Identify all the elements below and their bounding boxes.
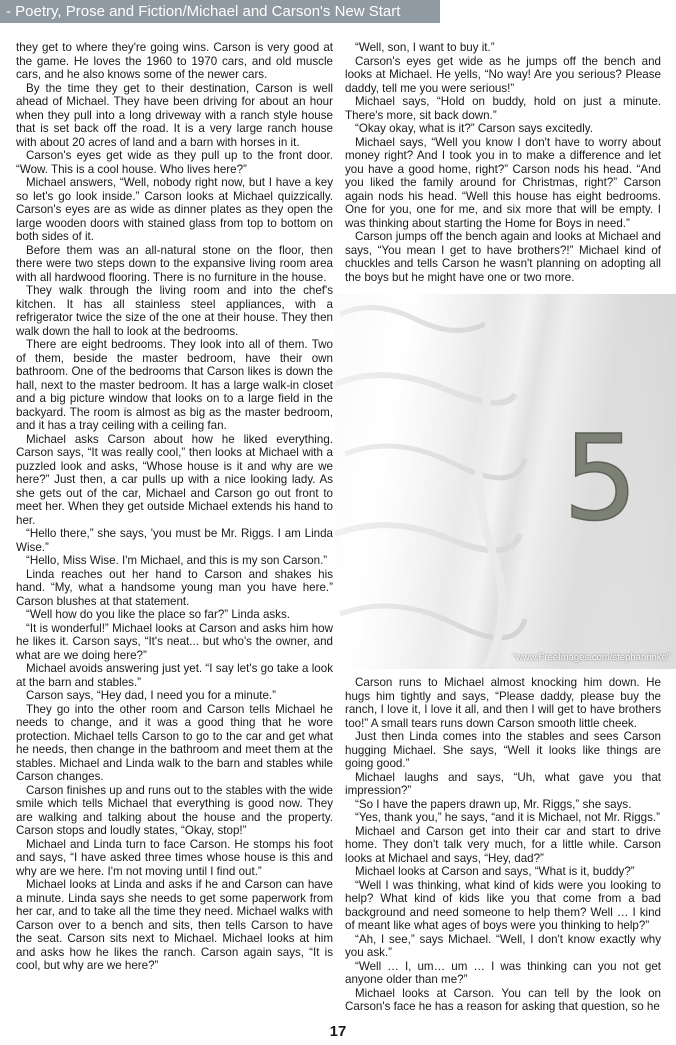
- paragraph: Just then Linda comes into the stables and sees Carson hugging Michael. She says, “Well it looks like things are going good.”: [345, 730, 661, 770]
- right-column-top: [345, 41, 661, 295]
- paragraph: Michael says, “Well you know I don't have to worry about money right? And I took you in to make a difference and let you have a good home, right?” Carson nods his head. “And you liked the family around for Christmas, right?” Carson again nods his head. “Well this house has eight bedrooms. One for you, one for me, and six more that will be empty. I was thinking about starting the Home for Boys in need.”: [345, 135, 661, 230]
- paragraph: Michael looks at Carson and says, “What is it, buddy?”: [355, 865, 635, 878]
- paragraph: they get to where they're going wins. Carson is very good at the game. He loves the 1960 to 1970 cars, and old muscle cars, and he also knows some of the newer cars.: [16, 41, 333, 81]
- house-number-five: 5: [563, 409, 639, 547]
- paragraph: Carson says, “Hey dad, I need you for a minute.”: [26, 689, 277, 702]
- paragraph: “Well I was thinking, what kind of kids were you looking to help? What kind of kids like you that come from a bad background and need someone to help them? Well … I kind of meant like what ages of boys were you thinking to help?”: [345, 878, 661, 932]
- paragraph: “So I have the papers drawn up, Mr. Riggs,” she says.: [355, 797, 632, 811]
- paragraph: Michael avoids answering just yet. “I say let's go take a look at the barn and stables.”: [16, 662, 333, 689]
- paragraph: Michael asks Carson about how he liked everything. Carson says, “It was really cool,” then looks at Michael with a puzzled look and asks, “Whose house is it and why are we here?” Just then, a car pulls up with a nice looking lady. As she gets out of the car, Michael and Carson go out front to meet her. When they get outside Michael extends his hand to her.: [16, 432, 333, 527]
- paragraph: There are eight bedrooms. They look into all of them. Two of them, beside the master bedroom, have their own bathroom. One of the bedrooms that Carson likes is down the hall, next to the master bedroom. It has a large walk-in closet and a big picture window that looks on to a large field in the backyard. The room is almost as big as the master bedroom, and it has a tray ceiling with a ceiling fan.: [16, 338, 333, 432]
- section-header: - Poetry, Prose and Fiction/Michael and Carson's New Start: [0, 0, 440, 23]
- paragraph: “It is wonderful!” Michael looks at Carson and asks him how he likes it. Carson says, “It's neat... but who's the owner, and what are we doing here?”: [16, 621, 333, 662]
- image-credit: “www.FreeImages.com/stephanrinke”: [512, 652, 670, 663]
- paragraph: “Well … I, um… um … I was thinking can you not get anyone older than me?”: [345, 959, 661, 986]
- paragraph: Carson runs to Michael almost knocking him down. He hugs him tightly and says, “Please daddy, please buy the ranch, I love it, I love it all, and then I will get to have brothers too!” A small tears runs down Carson smooth little cheek.: [345, 676, 661, 730]
- paragraph: Carson's eyes get wide as he jumps off the bench and looks at Michael. He yells, “No way! Are you serious? Please daddy, tell me you were serious!”: [345, 54, 661, 95]
- left-column: [16, 41, 333, 1021]
- paragraph: Carson finishes up and runs out to the stables with the wide smile which tells Michael that everything is good now. They are walking and talking about the house and the property. Carson stops and loudly states, “Okay, stop!”: [16, 783, 333, 837]
- paragraph: Before them was an all-natural stone on the floor, then there were two steps down to the expansive living room area with all hardwood flooring. There is no furniture in the house.: [16, 243, 333, 284]
- paragraph: Michael looks at Carson. You can tell by the look on Carson's face he has a reason for asking that question, so he: [345, 986, 661, 1013]
- paragraph: Carson jumps off the bench again and looks at Michael and says, “You mean I get to have brothers?!” Michael kind of chuckles and tells Carson he wasn't planning on adopting all the boys but he might have one or two more.: [345, 230, 661, 284]
- paragraph: They walk through the living room and into the chef's kitchen. It has all stainless steel appliances, with a refrigerator twice the size of the one at their house. They then walk down the hall to look at the bedrooms.: [16, 284, 333, 338]
- paragraph: “Well, son, I want to buy it.”: [355, 41, 495, 54]
- paragraph: Carson's eyes get wide as they pull up to the front door. “Wow. This is a cool house. Who lives here?”: [16, 149, 333, 176]
- paragraph: Michael looks at Linda and asks if he and Carson can have a minute. Linda says she needs to get some paperwork from her car, and to take all the time they need. Michael walks with Carson over to a bench and sits, then tells Carson to have the seat. Carson sits next to Michael. Michael looks at him and asks how he likes the ranch. Carson again says, “It is cool, but why are we here?”: [16, 878, 333, 972]
- paragraph: Michael answers, “Well, nobody right now, but I have a key so let's go look inside.” Carson looks at Michael quizzically. Carson's eyes are as wide as dinner plates as they open the large wooden doors with stained glass from top to bottom on both sides of it.: [16, 176, 333, 243]
- paragraph: Michael and Carson get into their car and start to drive home. They don't talk very much, for a little while. Carson looks at Michael and says, “Hey, dad?”: [345, 824, 661, 865]
- paragraph: “Ah, I see,” says Michael. “Well, I don't know exactly why you ask.”: [345, 932, 661, 959]
- paragraph: “Okay okay, what is it?” Carson says excitedly.: [355, 122, 593, 135]
- paragraph: Michael laughs and says, “Uh, what gave you that impression?”: [345, 770, 661, 797]
- paragraph: Michael and Linda turn to face Carson. He stomps his foot and says, “I have asked three times whose house is this and why are we here. I'm not moving until I find out.”: [16, 837, 333, 878]
- paragraph: “Well how do you like the place so far?” Linda asks.: [26, 608, 291, 621]
- paragraph: “Yes, thank you,” he says, “and it is Michael, not Mr. Riggs.”: [355, 811, 661, 824]
- right-column-bottom: [345, 676, 661, 1021]
- stone-wall-illustration: [335, 294, 676, 669]
- paragraph: “Hello, Miss Wise. I'm Michael, and this is my son Carson.”: [26, 554, 328, 567]
- paragraph: Linda reaches out her hand to Carson and shakes his hand. “My, what a handsome young man you have here.” Carson blushes at that statement.: [16, 567, 333, 608]
- paragraph: By the time they get to their destination, Carson is well ahead of Michael. They have been driving for about an hour when they pull into a long driveway with a ranch style house that is set back off the road. It is a very large ranch house with about 20 acres of land and a barn with horses in it.: [16, 81, 333, 149]
- paragraph: “Hello there,” she says, 'you must be Mr. Riggs. I am Linda Wise.”: [16, 527, 333, 554]
- house-number-photo: [335, 294, 676, 669]
- page-number: 17: [329, 1023, 347, 1040]
- paragraph: Michael says, “Hold on buddy, hold on just a minute. There's more, sit back down.”: [345, 95, 661, 122]
- paragraph: They go into the other room and Carson tells Michael he needs to change, and it was a good thing that he wore protection. Michael tells Carson to go to the car and get what he needs, then change in the bathroom and meet them at the stables. Michael and Linda walk to the barn and stables while Carson changes.: [16, 702, 333, 783]
